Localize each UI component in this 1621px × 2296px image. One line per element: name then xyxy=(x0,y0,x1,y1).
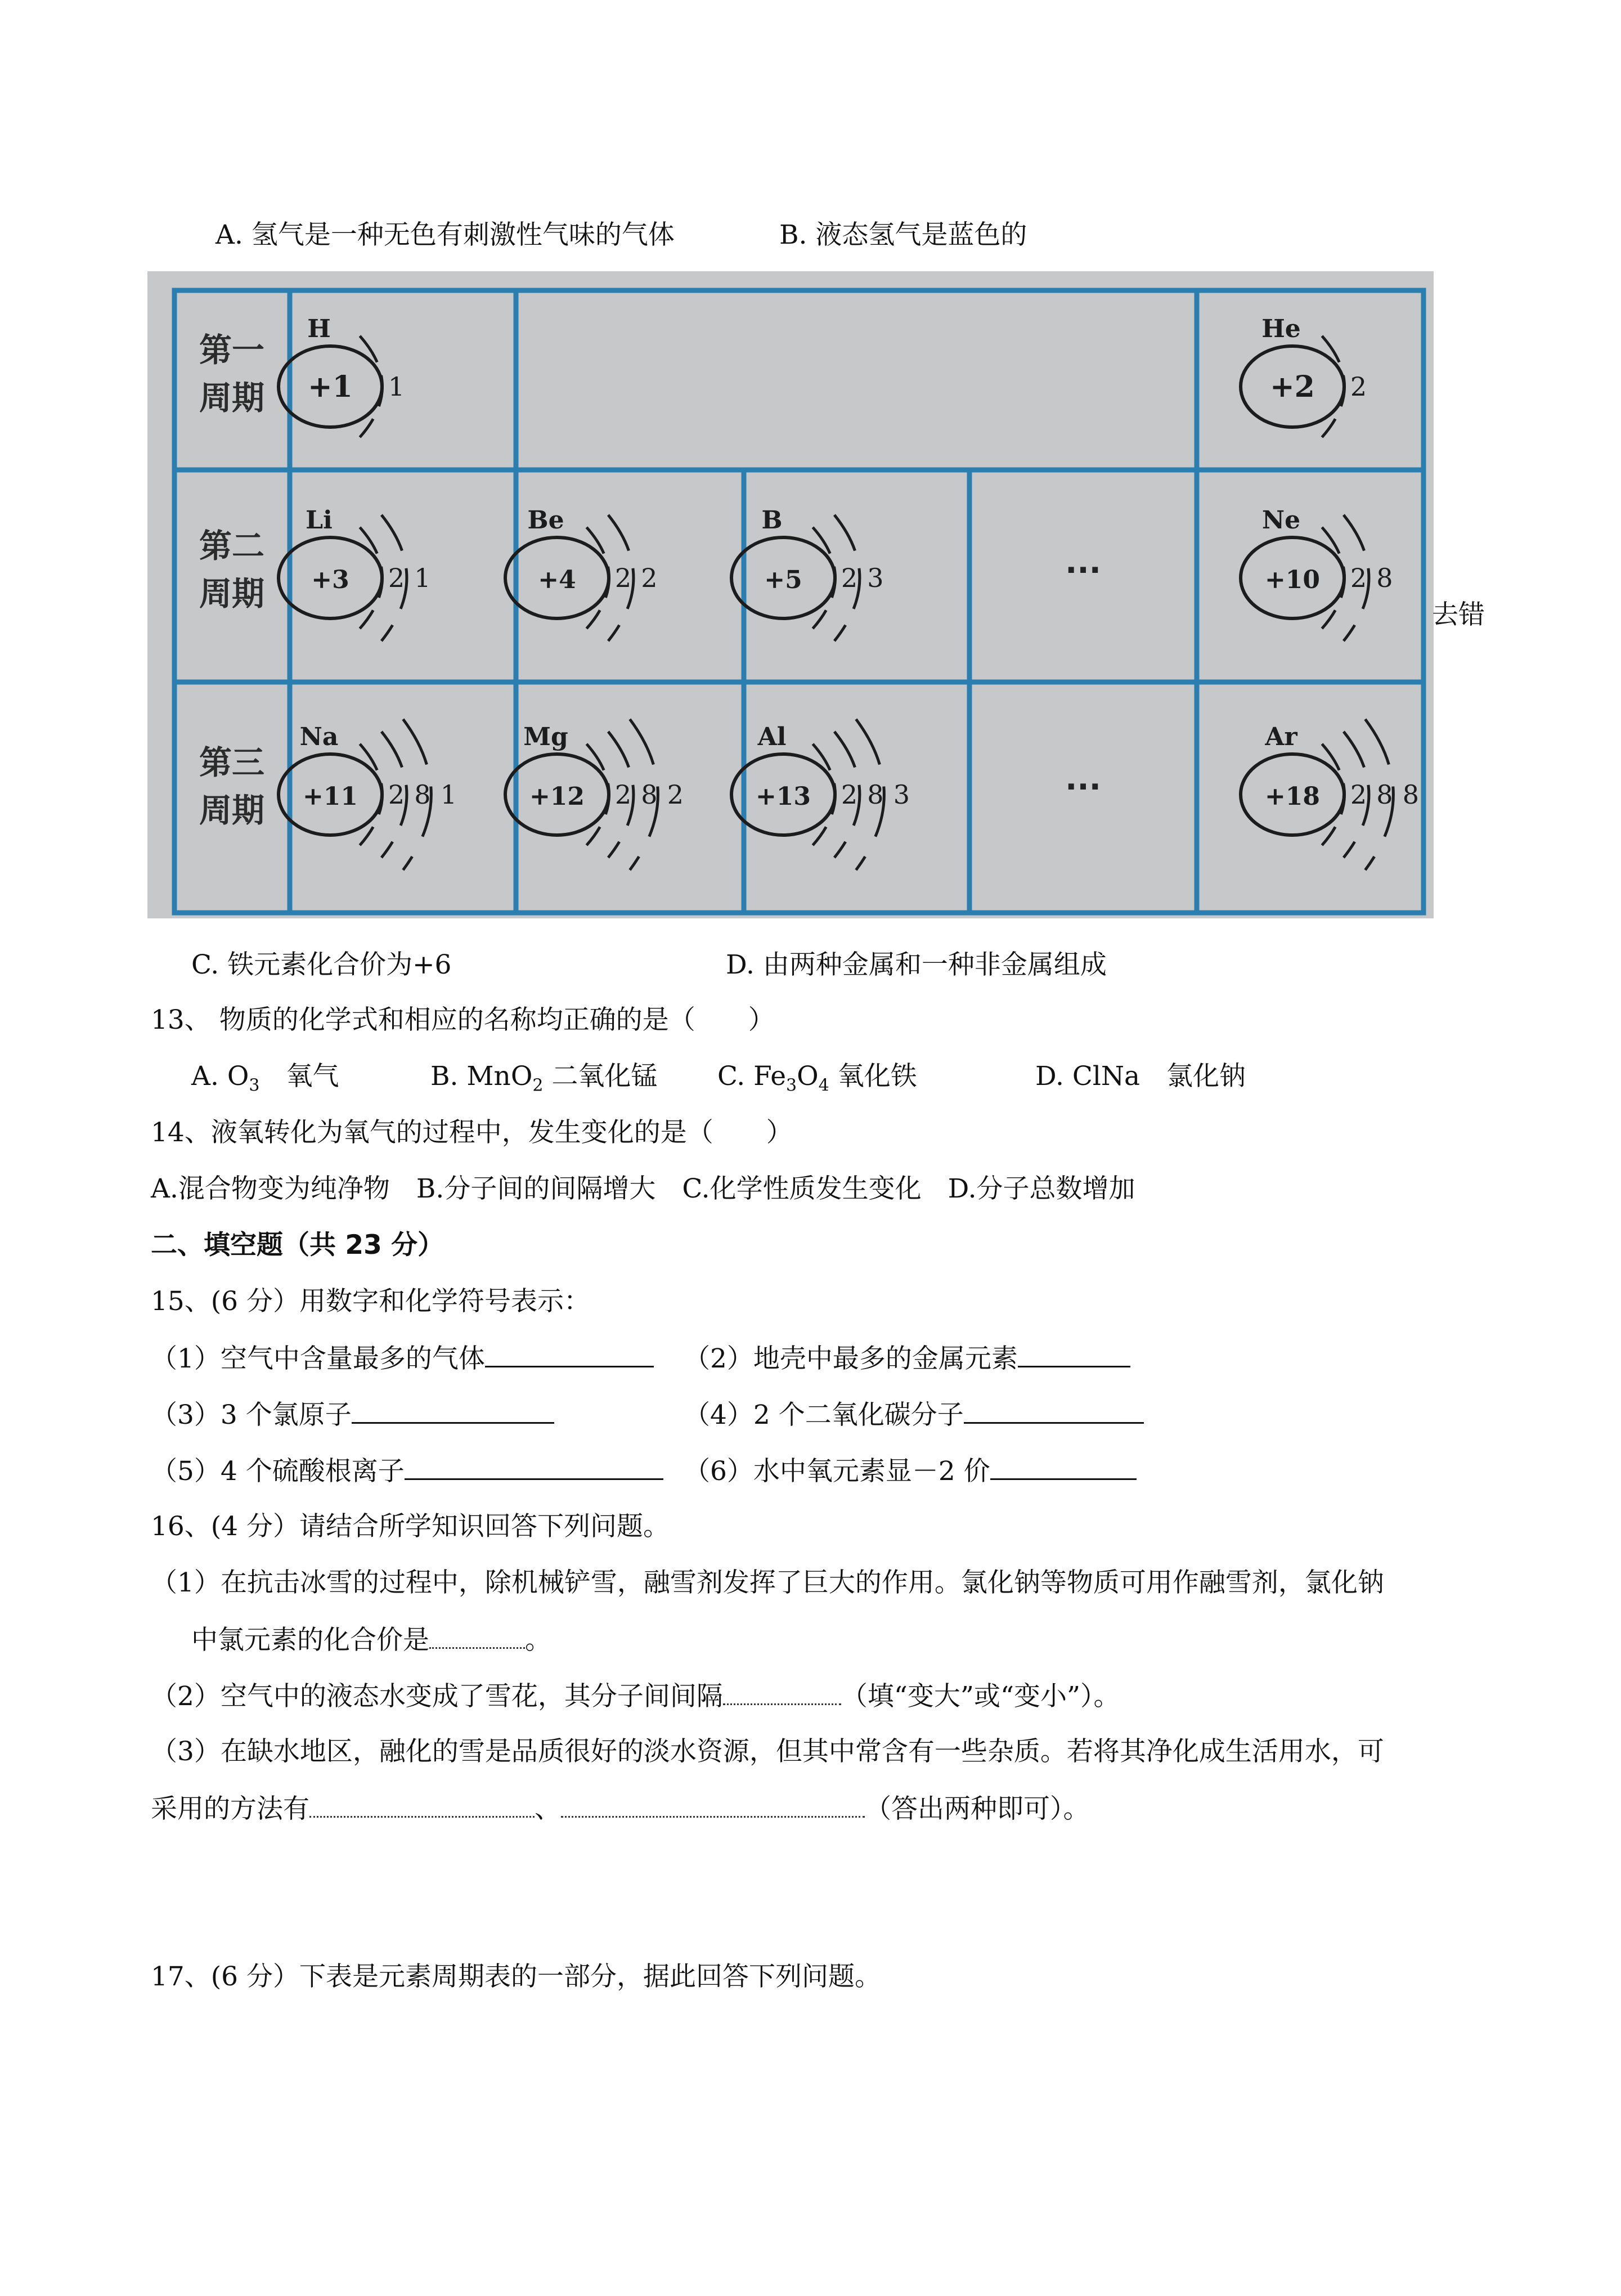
period-label-3-line1: 第三 xyxy=(199,743,265,782)
atom-na xyxy=(279,719,457,870)
q13-a: A. $O_3$ 氧气 xyxy=(191,1061,339,1096)
nucleus-charge: +10 xyxy=(1264,566,1321,594)
q15-item-4: （4）2 个二氧化碳分子 xyxy=(684,1397,1144,1432)
period-label-1-line2: 周期 xyxy=(199,379,265,417)
period-label-3-line2: 周期 xyxy=(199,791,265,829)
electron-shell-arc xyxy=(360,527,383,629)
shell-electron-count: 2 xyxy=(614,563,632,593)
q13-stem: 13、 物质的化学式和相应的名称均正确的是（ ） xyxy=(151,1004,775,1035)
answer-blank[interactable] xyxy=(990,1454,1137,1480)
q16-stem: 16、(4 分）请结合所学知识回答下列问题。 xyxy=(151,1511,670,1542)
element-symbol: He xyxy=(1261,315,1301,343)
shell-electron-count: 2 xyxy=(841,779,858,810)
electron-shell-arc xyxy=(587,527,609,629)
atom-h xyxy=(279,315,405,437)
answer-blank[interactable] xyxy=(309,1791,535,1818)
electron-shell-arc xyxy=(1322,527,1345,629)
ellipsis-period-2: ··· xyxy=(1065,552,1101,589)
shell-electron-count: 8 xyxy=(1376,779,1393,810)
q13-c: C. $Fe_3O_4$ 氧化铁 xyxy=(717,1061,917,1096)
answer-blank[interactable] xyxy=(561,1791,865,1818)
shell-electron-count: 8 xyxy=(1376,563,1393,593)
atom-ar xyxy=(1241,719,1419,870)
nucleus-charge: +5 xyxy=(764,566,802,594)
electron-shell-arc xyxy=(360,336,383,437)
q17-stem: 17、(6 分）下表是元素周期表的一部分，据此回答下列问题。 xyxy=(151,1961,881,1992)
periodic-table-grid xyxy=(147,271,1434,918)
shell-electron-count: 2 xyxy=(641,563,658,593)
atom-ne xyxy=(1241,506,1393,641)
nucleus-charge: +2 xyxy=(1270,370,1315,404)
element-symbol: Al xyxy=(757,723,787,751)
atom-li xyxy=(279,506,431,641)
q12-option-b: B. 液态氢气是蓝色的 xyxy=(779,219,1027,250)
answer-blank[interactable] xyxy=(723,1679,841,1705)
shell-electron-count: 8 xyxy=(414,779,431,810)
answer-blank[interactable] xyxy=(485,1341,654,1367)
q12-option-d: D. 由两种金属和一种非金属组成 xyxy=(726,949,1107,980)
element-symbol: H xyxy=(307,315,331,343)
atom-mg xyxy=(505,719,684,870)
nucleus-charge: +3 xyxy=(311,566,349,594)
element-symbol: Li xyxy=(306,506,333,535)
shell-electron-count: 8 xyxy=(1402,779,1420,810)
electron-shell-arc xyxy=(813,744,836,845)
nucleus-charge: +11 xyxy=(302,782,358,811)
q13-d: D. ClNa 氯化钠 xyxy=(1035,1061,1246,1092)
shell-electron-count: 2 xyxy=(388,563,405,593)
q16-part-2: （2）空气中的液态水变成了雪花，其分子间间隔 （填“变大”或“变小”）。 xyxy=(151,1679,1120,1714)
q15-item-6: （6）水中氧元素显－2 价 xyxy=(684,1454,1137,1488)
q12-option-c: C. 铁元素化合价为+6 xyxy=(191,949,452,980)
nucleus-charge: +12 xyxy=(529,782,585,811)
element-symbol: Be xyxy=(527,506,564,535)
q14-options: A.混合物变为纯净物 B.分子间的间隔增大 C.化学性质发生变化 D.分子总数增加 xyxy=(151,1173,1135,1204)
nucleus-charge: +13 xyxy=(755,782,811,811)
answer-blank[interactable] xyxy=(352,1397,554,1424)
q16-part-1-cont: 中氯元素的化合价是 。 xyxy=(191,1622,551,1657)
answer-blank[interactable] xyxy=(405,1454,663,1480)
table-outer-border xyxy=(174,290,1424,913)
shell-electron-count: 2 xyxy=(614,779,632,810)
q16-part-3-cont: 采用的方法有 、 （答出两种即可）。 xyxy=(151,1791,1090,1826)
electron-shell-arc xyxy=(587,744,609,845)
q15-item-3: （3）3 个氯原子 xyxy=(151,1397,554,1432)
electron-shell-arc xyxy=(360,744,383,845)
element-symbol: Ne xyxy=(1261,506,1301,535)
element-symbol: Ar xyxy=(1265,723,1297,751)
shell-electron-count: 3 xyxy=(893,779,910,810)
answer-blank[interactable] xyxy=(964,1397,1144,1424)
atom-he xyxy=(1241,315,1367,437)
shell-electron-count: 2 xyxy=(1350,371,1367,402)
nucleus-charge: +1 xyxy=(308,370,353,404)
electron-shell-arc xyxy=(813,527,836,629)
q12-option-a: A. 氢气是一种无色有刺激性气味的气体 xyxy=(215,219,675,250)
atom-al xyxy=(731,719,910,870)
q14-stem: 14、液氧转化为氧气的过程中，发生变化的是（ ） xyxy=(151,1117,793,1148)
q15-stem: 15、(6 分）用数字和化学符号表示： xyxy=(151,1286,590,1317)
ellipsis-period-3: ··· xyxy=(1065,769,1101,805)
electron-shell-arc xyxy=(1322,744,1345,845)
nucleus-charge: +18 xyxy=(1264,782,1321,811)
shell-electron-count: 3 xyxy=(867,563,884,593)
shell-electron-count: 8 xyxy=(641,779,658,810)
q13-options xyxy=(191,1060,1246,1102)
shell-electron-count: 2 xyxy=(667,779,684,810)
shell-electron-count: 2 xyxy=(841,563,858,593)
atom-be xyxy=(505,506,658,641)
shell-electron-count: 2 xyxy=(388,779,405,810)
shell-electron-count: 1 xyxy=(414,563,431,593)
q16-part-3: （3）在缺水地区，融化的雪是品质很好的淡水资源，但其中常含有一些杂质。若将其净化成生活用水，可 xyxy=(151,1736,1384,1767)
period-label-2-line1: 第二 xyxy=(199,527,265,565)
shell-electron-count: 1 xyxy=(388,371,405,402)
shell-electron-count: 1 xyxy=(440,779,457,810)
electron-shell-arc xyxy=(1322,336,1345,437)
nucleus-charge: +4 xyxy=(538,566,576,594)
q15-item-1: （1）空气中含量最多的气体 xyxy=(151,1341,654,1376)
q16-part-1: （1）在抗击冰雪的过程中，除机械铲雪，融雪剂发挥了巨大的作用。氯化钠等物质可用作融雪剂，氯化钠 xyxy=(151,1567,1384,1598)
element-symbol: Na xyxy=(299,723,339,751)
shell-electron-count: 2 xyxy=(1350,563,1367,593)
section-2-title: 二、填空题（共 23 分） xyxy=(151,1230,444,1261)
periodic-table-figure xyxy=(147,271,1434,918)
shell-electron-count: 8 xyxy=(867,779,884,810)
shell-electron-count: 2 xyxy=(1350,779,1367,810)
element-symbol: B xyxy=(761,506,783,535)
q15-item-2: （2）地壳中最多的金属元素 xyxy=(684,1341,1130,1376)
element-symbol: Mg xyxy=(523,723,568,751)
q13-b: B. MnO$_2$ 二氧化锰 xyxy=(430,1061,658,1096)
q15-item-5: （5）4 个硫酸根离子 xyxy=(151,1454,663,1488)
margin-text: 去错 xyxy=(1432,599,1485,630)
atom-b xyxy=(731,506,884,641)
period-label-2-line2: 周期 xyxy=(199,575,265,613)
answer-blank[interactable] xyxy=(1018,1341,1130,1367)
period-label-1-line1: 第一 xyxy=(199,331,265,369)
answer-blank[interactable] xyxy=(429,1622,525,1649)
